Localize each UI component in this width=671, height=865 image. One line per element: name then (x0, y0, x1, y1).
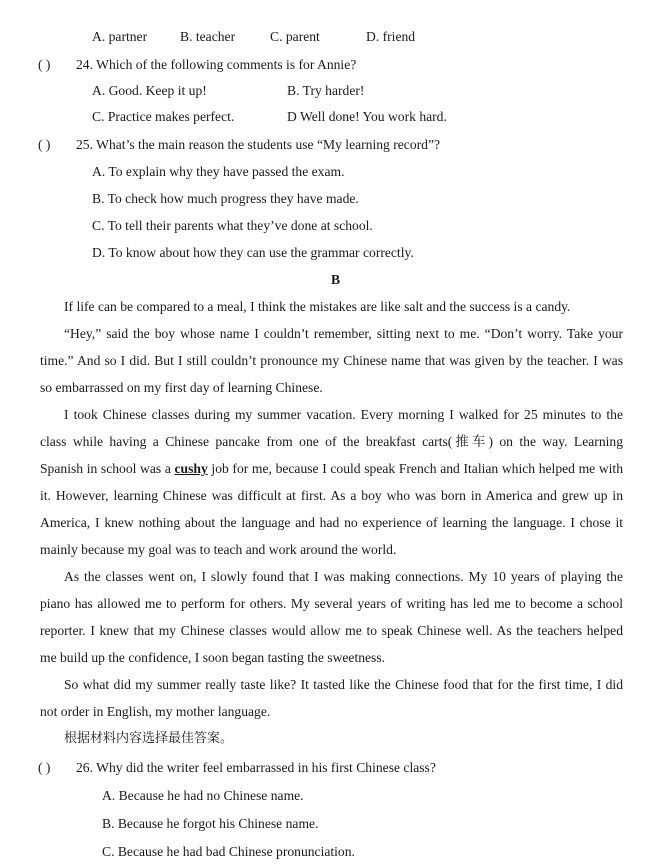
q26-answer-bracket: ( ) (38, 760, 51, 775)
paragraph-3-line-1: I took Chinese classes during my summer vacation. Every morning I walked for 25 minutes to the (64, 407, 623, 422)
paragraph-4-line-4: me build up the confidence, I soon began tasting the sweetness. (40, 650, 386, 665)
paragraph-3-line-6: mainly because my goal was to teach and work around the world. (40, 542, 397, 557)
paragraph-4-line-1: As the classes went on, I slowly found that I was making connections. My 10 years of playing the (64, 569, 623, 584)
paragraph-3-line-3-end: job for me, because I could speak French and Italian which helped me with (211, 461, 623, 476)
q23-option-c: C. parent (270, 29, 320, 44)
q24-option-c: C. Practice makes perfect. (92, 109, 235, 124)
q23-option-d: D. friend (366, 29, 416, 44)
paragraph-1: If life can be compared to a meal, I think the mistakes are like salt and the success is a candy. (64, 299, 571, 314)
q24-option-d: D Well done! You work hard. (287, 109, 447, 124)
q25-option-c: C. To tell their parents what they’ve done at school. (92, 218, 373, 233)
paragraph-2-line-2: time.” And so I did. But I still couldn’t pronounce my Chinese name that was given by the teacher. I was (40, 353, 623, 368)
q26-option-a: A. Because he had no Chinese name. (102, 788, 304, 803)
q25-answer-bracket: ( ) (38, 137, 51, 152)
q26-stem: 26. Why did the writer feel embarrassed in his first Chinese class? (76, 760, 436, 775)
paragraph-3-line-3 (40, 460, 623, 478)
q24-answer-bracket: ( ) (38, 57, 51, 72)
paragraph-3-line-2: class while having a Chinese pancake from one of the breakfast carts(推车) on the way. Learning (40, 434, 623, 449)
paragraph-3-line-3-start: Spanish in school was a (40, 461, 171, 476)
section-heading: B (330, 272, 341, 287)
q23-option-a: A. partner (92, 29, 148, 44)
q25-option-d: D. To know about how they can use the grammar correctly. (92, 245, 414, 260)
q26-option-b: B. Because he forgot his Chinese name. (102, 816, 319, 831)
q24-option-a: A. Good. Keep it up! (92, 83, 207, 98)
q24-option-b: B. Try harder! (287, 83, 365, 98)
q25-stem: 25. What’s the main reason the students use “My learning record”? (76, 137, 441, 152)
vocabulary-word-cushy: cushy (174, 461, 208, 476)
q24-stem: 24. Which of the following comments is for Annie? (76, 57, 357, 72)
q26-option-c: C. Because he had bad Chinese pronunciation. (102, 844, 355, 859)
instruction-text: 根据材料内容选择最佳答案。 (64, 731, 234, 746)
q25-option-b: B. To check how much progress they have made. (92, 191, 359, 206)
paragraph-2-line-3: so embarrassed on my first day of learning Chinese. (40, 380, 323, 395)
paragraph-5-line-1: So what did my summer really taste like? It tasted like the Chinese food that for the first time, I did (64, 677, 623, 692)
paragraph-3-line-5: America, I knew nothing about the language and had no experience of learning the language. I chose it (40, 515, 623, 530)
paragraph-3-line-4: it. However, learning Chinese was difficult at first. As a boy who was born in America and grew up in (40, 488, 623, 503)
q25-option-a: A. To explain why they have passed the exam. (92, 164, 345, 179)
paragraph-4-line-2: piano has allowed me to perform for others. My several years of writing has led me to become a school (40, 596, 623, 611)
paragraph-2-line-1: “Hey,” said the boy whose name I couldn’t remember, sitting next to me. “Don’t worry. Take your (64, 326, 623, 341)
paragraph-5-line-2: not order in English, my mother language. (40, 704, 271, 719)
paragraph-4-line-3: reporter. I knew that my Chinese classes would allow me to speak Chinese well. As the teachers helped (40, 623, 623, 638)
q23-option-b: B. teacher (180, 29, 236, 44)
